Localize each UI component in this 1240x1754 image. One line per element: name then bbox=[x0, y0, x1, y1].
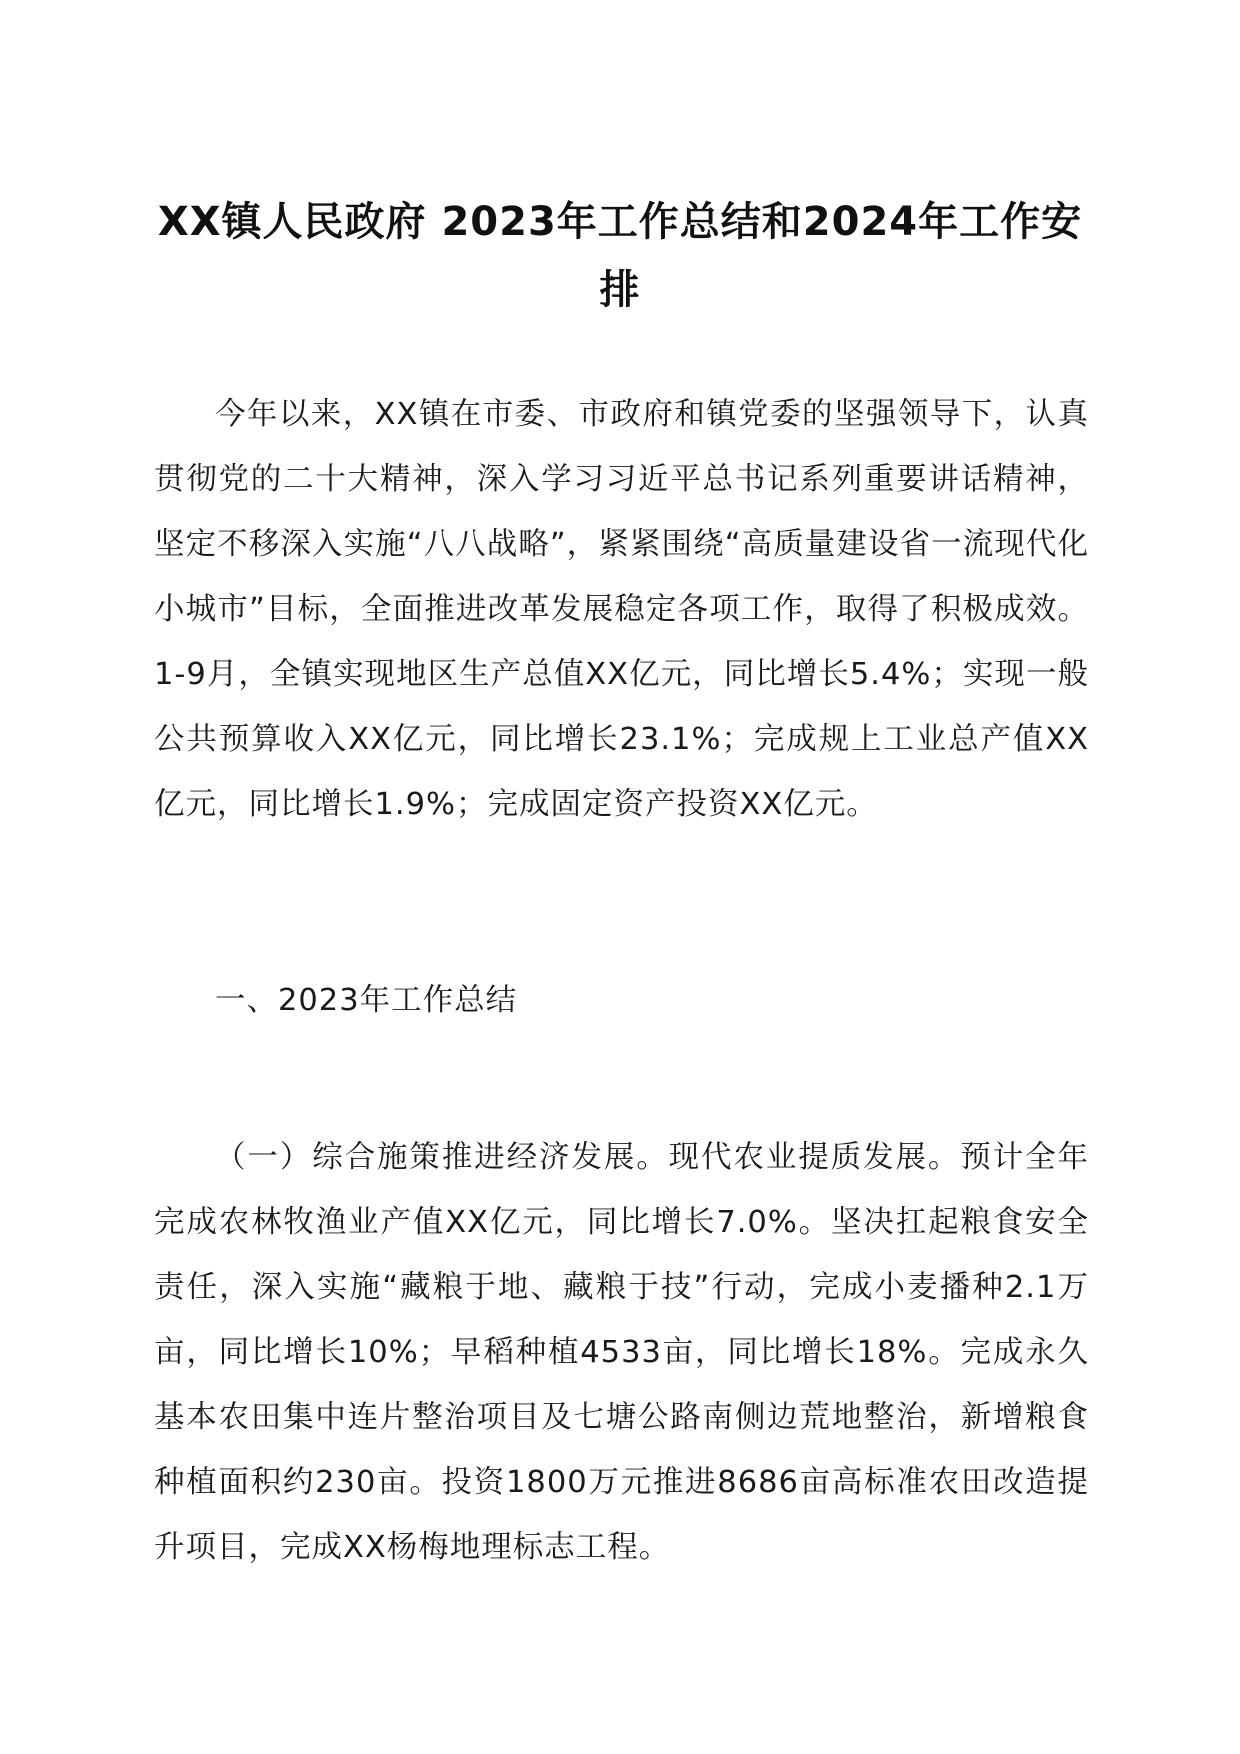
document-title: XX镇人民政府 2023年工作总结和2024年工作安排 bbox=[157, 199, 1083, 313]
intro-paragraph: 今年以来，XX镇在市委、市政府和镇党委的坚强领导下，认真贯彻党的二十大精神，深入学习习近平总书记系列重要讲话精神，坚定不移深入实施“八八战略”，紧紧围绕“高质量建设省一流现代化小城市”目标，全面推进改革发展稳定各项工作，取得了积极成效。1-9月，全镇实现地区生产总值XX亿元，同比增长5.4%；实现一般公共预算收入XX亿元，同比增长23.1%；完成规上工业总产值XX亿元，同比增长1.9%；完成固定资产投资XX亿元。 bbox=[154, 397, 1089, 822]
section-heading: 一、2023年工作总结 bbox=[215, 983, 518, 1018]
section-paragraph: （一）综合施策推进经济发展。现代农业提质发展。预计全年完成农林牧渔业产值XX亿元，同比增长7.0%。坚决扛起粮食安全责任，深入实施“藏粮于地、藏粮于技”行动，完成小麦播种2.1万亩，同比增长10%；早稻种植4533亩，同比增长18%。完成永久基本农田集中连片整治项目及七塘公路南侧边荒地整治，新增粮食种植面积约230亩。投资1800万元推进8686亩高标准农田改造提升项目，完成XX杨梅地理标志工程。 bbox=[154, 1140, 1089, 1565]
